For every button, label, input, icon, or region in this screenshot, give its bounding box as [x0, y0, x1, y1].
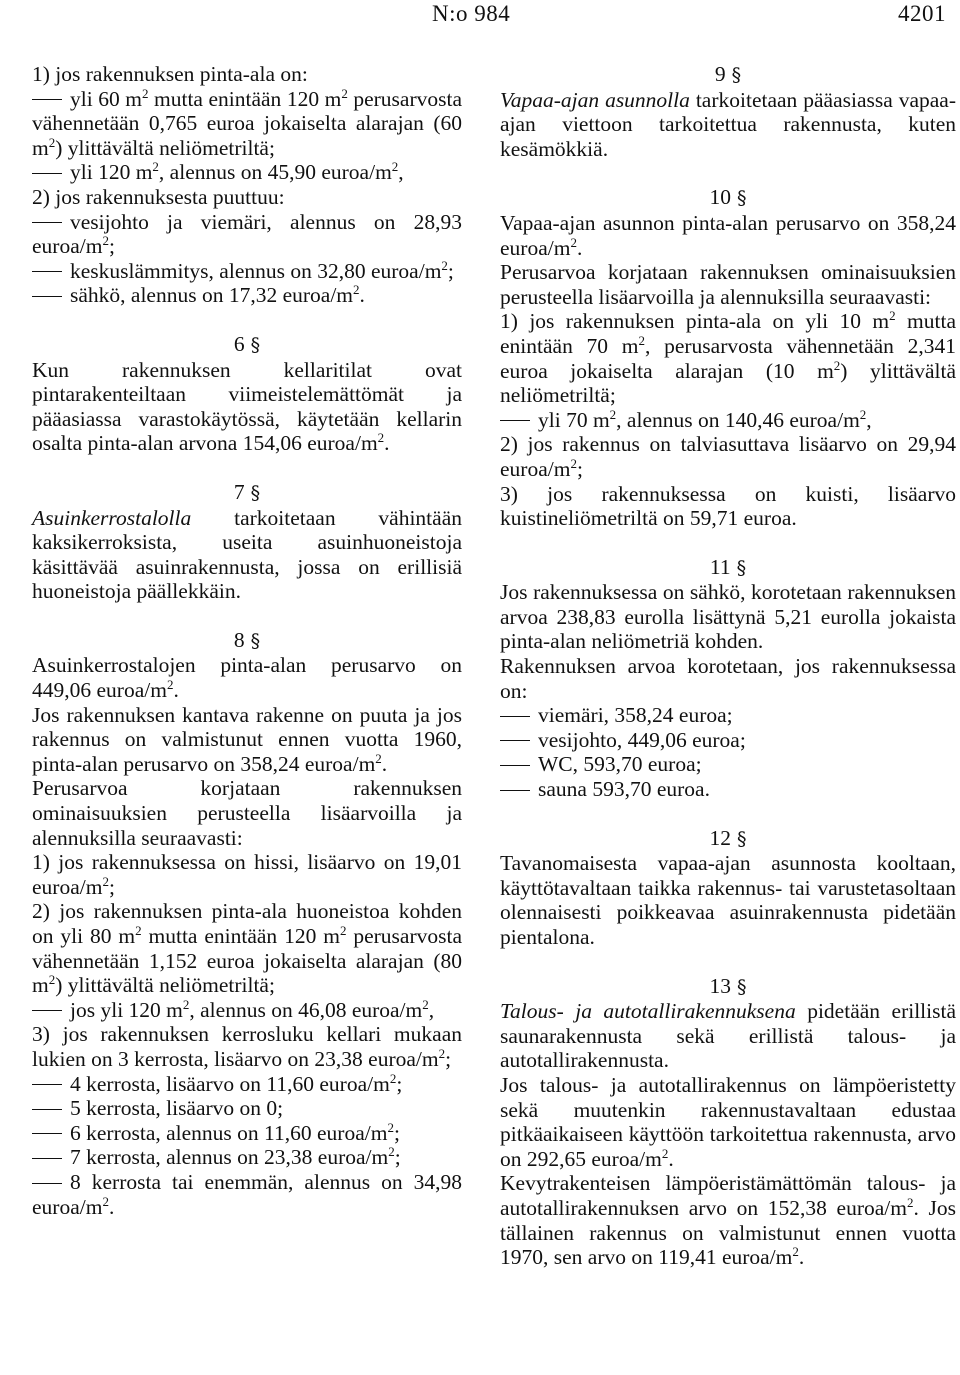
- dash-item: yli 60 $m^2$ mutta enintään 120 $m^2$ perusarvosta vähennetään 0,765 euroa jokaiselta alarajan (60 $m^2$) ylittävältä neliömetriltä;: [32, 85, 463, 160]
- dash-item: WC, 593,70 euroa;: [500, 752, 956, 777]
- paragraph: Asuinkerrostalojen pinta-alan perusarvo on 449,06 euroa/$m^2$.: [32, 653, 462, 703]
- page-header: [0, 0, 960, 30]
- list-item: 2) jos rakennuksen pinta-ala huoneistoa kohden on yli 80 $m^2$ mutta enintään 120 $m^2$ perusarvosta vähennetään 1,152 euroa jokaiselta alarajan (80 $m^2$) ylittävältä neliömetriltä;: [32, 899, 463, 998]
- list-item: 2) jos rakennus on talviasuttava lisäarvo on 29,94 euroa/$m^2$;: [500, 432, 956, 481]
- dash-item: vesijohto, 449,06 euroa;: [500, 728, 956, 753]
- paragraph: Rakennuksen arvoa korotetaan, jos rakennuksessa on:: [500, 654, 956, 703]
- dash-item: 6 kerrosta, alennus on 11,60 euroa/$m^2$;: [32, 1121, 462, 1146]
- dash-item: keskuslämmitys, alennus on 32,80 euroa/$m^2$;: [32, 259, 462, 284]
- left-column: [32, 62, 462, 1219]
- dash-item: viemäri, 358,24 euroa;: [500, 703, 956, 728]
- section-heading-8: 8 §: [233, 627, 261, 652]
- dash-item: 4 kerrosta, lisäarvo on 11,60 euroa/$m^2$;: [32, 1072, 462, 1097]
- paragraph: 2) jos rakennuksesta puuttuu:: [32, 184, 285, 209]
- dash-item: 7 kerrosta, alennus on 23,38 euroa/$m^2$;: [32, 1145, 462, 1170]
- paragraph: Asuinkerrostalolla tarkoitetaan vähintään kaksikerroksista, useita asuinhuoneistoja käsittävää asuinrakennusta, jossa on erillisiä huoneistoja päällekkäin.: [32, 505, 462, 604]
- section-heading-9: 9 §: [714, 62, 742, 86]
- dash-item: jos yli 120 $m^2$, alennus on 46,08 euroa/$m^2$,: [32, 998, 462, 1023]
- section-heading-10: 10 §: [709, 185, 747, 210]
- dash-mark: [32, 296, 62, 297]
- section-heading-12: 12 §: [709, 825, 747, 850]
- page-number: 4201: [898, 1, 946, 26]
- dash-mark: [32, 222, 62, 223]
- paragraph: Jos talous- ja autotallirakennus on lämpöeristetty sekä muutenkin rakennustavaltaan edustaa pitkäaikaiseen käyttöön tarkoitettua rakennusta, arvo on 292,65 euroa/$m^2$.: [500, 1072, 956, 1171]
- dash-item: 8 kerrosta tai enemmän, alennus on 34,98 euroa/$m^2$.: [32, 1169, 462, 1219]
- paragraph: Vapaa-ajan asunnolla tarkoitetaan pääasiassa vapaa-ajan viettoon tarkoitettua rakennusta, kuten kesämökkiä.: [500, 87, 956, 161]
- paragraph: Perusarvoa korjataan rakennuksen ominaisuuksien perusteella lisäarvoilla ja alennuksilla seuraavasti:: [32, 776, 462, 850]
- dash-mark: [32, 1109, 62, 1110]
- dash-item: yli 120 $m^2$, alennus on 45,90 euroa/$m^2$,: [32, 160, 462, 185]
- paragraph: 1) jos rakennuksen pinta-ala on:: [32, 62, 308, 86]
- dash-mark: [500, 790, 530, 791]
- list-item: 1) jos rakennuksessa on hissi, lisäarvo on 19,01 euroa/$m^2$;: [32, 850, 462, 899]
- paragraph: Perusarvoa korjataan rakennuksen ominaisuuksien perusteella lisäarvoilla ja alennuksilla seuraavasti:: [500, 260, 956, 309]
- list-item: 1) jos rakennuksen pinta-ala on yli 10 $m^2$ mutta enintään 70 $m^2$, perusarvosta vähennetään 2,341 euroa jokaiselta alarajan (10 $m^2$) ylittävältä neliömetriltä;: [500, 308, 956, 408]
- list-item: 3) jos rakennuksen kerrosluku kellari mukaan lukien on 3 kerrosta, lisäarvo on 23,38 euroa/$m^2$;: [32, 1022, 462, 1071]
- dash-item: sauna 593,70 euroa.: [500, 777, 956, 802]
- dash-mark: [32, 1133, 62, 1134]
- dash-item: vesijohto ja viemäri, alennus on 28,93 euroa/$m^2$;: [32, 209, 462, 259]
- dash-item: yli 70 $m^2$, alennus on 140,46 euroa/$m^2$,: [500, 408, 956, 433]
- list-item: 3) jos rakennuksessa on kuisti, lisäarvo kuistineliömetriltä on 59,71 euroa.: [500, 481, 956, 531]
- dash-item: 5 kerrosta, lisäarvo on 0;: [32, 1096, 462, 1121]
- paragraph: Kevytrakenteisen lämpöeristämättömän talous- ja autotallirakennuksen arvo on 152,38 euroa/$m^2$. Jos tällainen rakennus on valmistunut ennen vuotta 1970, sen arvo on 119,41 euroa/$m^2$.: [500, 1171, 956, 1270]
- document-number: N:o 984: [432, 1, 511, 26]
- dash-mark: [32, 1084, 62, 1085]
- dash-mark: [32, 99, 62, 100]
- dash-mark: [500, 740, 530, 741]
- dash-mark: [500, 716, 530, 717]
- paragraph: Kun rakennuksen kellaritilat ovat pintarakenteiltaan viimeistelemättömät ja pääasiassa varastokäytössä, käytetään kellarin osalta pinta-alan arvona 154,06 euroa/$m^2$.: [32, 357, 462, 456]
- dash-item: sähkö, alennus on 17,32 euroa/$m^2$.: [32, 283, 462, 308]
- dash-mark: [500, 420, 530, 421]
- paragraph: Jos rakennuksen kantava rakenne on puuta ja jos rakennus on valmistunut ennen vuotta 1960, pinta-alan perusarvo on 358,24 euroa/$m^2$.: [32, 702, 462, 776]
- dash-mark: [500, 765, 530, 766]
- section-heading-13: 13 §: [709, 973, 747, 998]
- section-heading-11: 11 §: [709, 554, 747, 579]
- dash-mark: [32, 173, 62, 174]
- paragraph: Talous- ja autotallirakennuksena pidetään erillistä saunarakennusta sekä erillistä talous- ja autotallirakennusta.: [500, 999, 956, 1073]
- right-column: [500, 62, 956, 1270]
- paragraph: Jos rakennuksessa on sähkö, korotetaan rakennuksen arvoa 238,83 eurolla lisättynä 5,21 eurolla jokaista pinta-alan neliömetriä kohden.: [500, 580, 956, 654]
- paragraph: Tavanomaisesta vapaa-ajan asunnosta kooltaan, käyttötavaltaan taikka rakennus- tai varustetasoltaan olennaisesti poikkeavaa asuinrakennusta pidetään pientalona.: [500, 851, 956, 949]
- section-heading-6: 6 §: [233, 331, 261, 356]
- paragraph: Vapaa-ajan asunnon pinta-alan perusarvo on 358,24 euroa/$m^2$.: [500, 210, 956, 260]
- section-heading-7: 7 §: [233, 479, 261, 504]
- dash-mark: [32, 1158, 62, 1159]
- dash-mark: [32, 271, 62, 272]
- dash-mark: [32, 1183, 62, 1184]
- dash-mark: [32, 1010, 62, 1011]
